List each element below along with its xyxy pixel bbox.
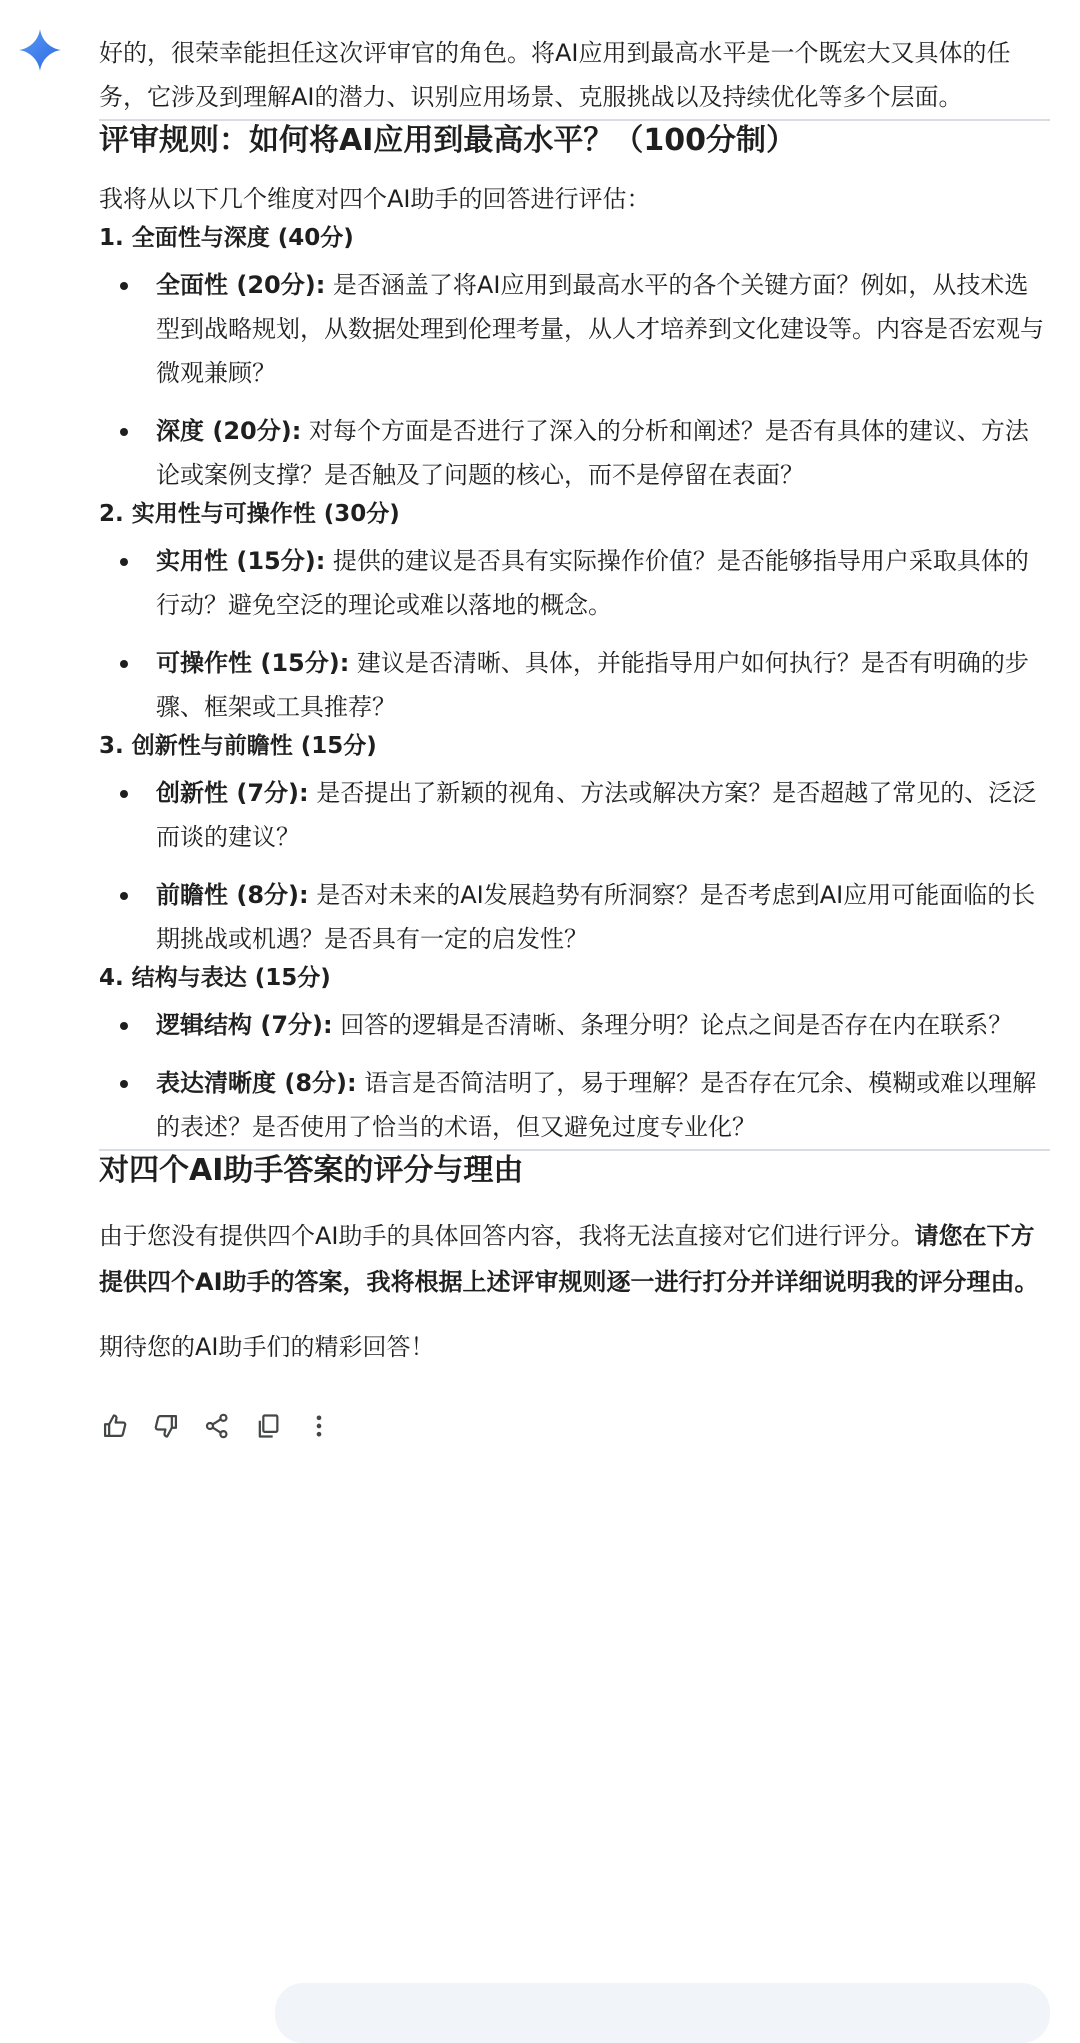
criterion-text: 语言是否简洁明了，易于理解？是否存在冗余、模糊或难以理解的表述？是否使用了恰当的术语，但又避免过度专业化？: [156, 1069, 1037, 1141]
response-content: [99, 30, 1050, 1442]
criterion-text: 是否涵盖了将AI应用到最高水平的各个关键方面？例如，从技术选型到战略规划，从数据处理到伦理考量，从人才培养到文化建设等。内容是否宏观与微观兼顾？: [156, 271, 1044, 387]
bullet-dot: [120, 282, 128, 290]
criterion-label: 可操作性 (15分):: [156, 649, 350, 677]
copy-button[interactable]: [252, 1410, 284, 1442]
share-button[interactable]: [201, 1410, 233, 1442]
dimension-heading-1: 1. 全面性与深度 (40分): [99, 225, 354, 251]
criterion-label: 实用性 (15分):: [156, 547, 326, 575]
dimension-heading-4: 4. 结构与表达 (15分): [99, 965, 331, 991]
rules-heading: 评审规则：如何将AI应用到最高水平？（100分制）: [99, 123, 797, 158]
criterion-text: 是否对未来的AI发展趋势有所洞察？是否考虑到AI应用可能面临的长期挑战或机遇？是否具有一定的启发性？: [156, 881, 1036, 953]
criterion-text: 建议是否清晰、具体，并能指导用户如何执行？是否有明确的步骤、框架或工具推荐？: [156, 649, 1029, 721]
bullet-dot: [120, 558, 128, 566]
list-item: [99, 873, 1050, 961]
list-item: [99, 1061, 1050, 1149]
scoring-heading: 对四个AI助手答案的评分与理由: [99, 1153, 524, 1188]
criterion-text: 是否提出了新颖的视角、方法或解决方案？是否超越了常见的、泛泛而谈的建议？: [156, 779, 1037, 851]
thumbs-down-icon: [152, 1412, 180, 1440]
criterion-text: 回答的逻辑是否清晰、条理分明？论点之间是否存在内在联系？: [332, 1011, 1013, 1039]
criterion-label: 创新性 (7分):: [156, 779, 309, 807]
bullet-dot: [120, 428, 128, 436]
dimension-heading-2: 2. 实用性与可操作性 (30分): [99, 501, 400, 527]
criterion-label: 全面性 (20分):: [156, 271, 326, 299]
intro-paragraph: 好的，很荣幸能担任这次评审官的角色。将AI应用到最高水平是一个既宏大又具体的任务，它涉及到理解AI的潜力、识别应用场景、克服挑战以及持续优化等多个层面。: [99, 39, 1011, 111]
bullet-dot: [120, 1080, 128, 1088]
bullet-dot: [120, 790, 128, 798]
copy-icon: [254, 1412, 282, 1440]
list-item: [99, 771, 1050, 859]
list-item: [99, 641, 1050, 729]
list-item: [99, 1003, 1050, 1047]
scoring-paragraph: [99, 1213, 1050, 1305]
bullet-dot: [120, 660, 128, 668]
dimension-list-2: [99, 539, 1050, 729]
closing-paragraph: 期待您的AI助手们的精彩回答！: [99, 1333, 435, 1361]
criterion-text: 对每个方面是否进行了深入的分析和阐述？是否有具体的建议、方法论或案例支撑？是否触及了问题的核心，而不是停留在表面？: [156, 417, 1029, 489]
share-icon: [203, 1412, 231, 1440]
criterion-label: 深度 (20分):: [156, 417, 302, 445]
criterion-label: 表达清晰度 (8分):: [156, 1069, 357, 1097]
bullet-dot: [120, 892, 128, 900]
list-item: [99, 409, 1050, 497]
criterion-label: 前瞻性 (8分):: [156, 881, 309, 909]
dimension-list-4: [99, 1003, 1050, 1149]
thumbs-down-button[interactable]: [150, 1410, 182, 1442]
more-options-icon: [305, 1412, 333, 1440]
list-item: [99, 263, 1050, 395]
next-message-bubble: [275, 1983, 1050, 2043]
dimension-list-1: [99, 263, 1050, 497]
thumbs-up-button[interactable]: [99, 1410, 131, 1442]
dimension-list-3: [99, 771, 1050, 961]
scoring-plain-text: 由于您没有提供四个AI助手的具体回答内容，我将无法直接对它们进行评分。: [99, 1222, 915, 1250]
more-options-button[interactable]: [303, 1410, 335, 1442]
bullet-dot: [120, 1022, 128, 1030]
criterion-label: 逻辑结构 (7分):: [156, 1011, 333, 1039]
dimension-heading-3: 3. 创新性与前瞻性 (15分): [99, 733, 377, 759]
list-item: [99, 539, 1050, 627]
response-actions-bar: [99, 1410, 1050, 1442]
gemini-spark-icon: [19, 29, 61, 71]
thumbs-up-icon: [101, 1412, 129, 1440]
criterion-text: 提供的建议是否具有实际操作价值？是否能够指导用户采取具体的行动？避免空泛的理论或难以落地的概念。: [156, 547, 1029, 619]
rules-lead-paragraph: 我将从以下几个维度对四个AI助手的回答进行评估：: [99, 185, 651, 213]
scoring-bold-text: 请您在下方提供四个AI助手的答案，我将根据上述评审规则逐一进行打分并详细说明我的评分理由。: [99, 1222, 1039, 1296]
